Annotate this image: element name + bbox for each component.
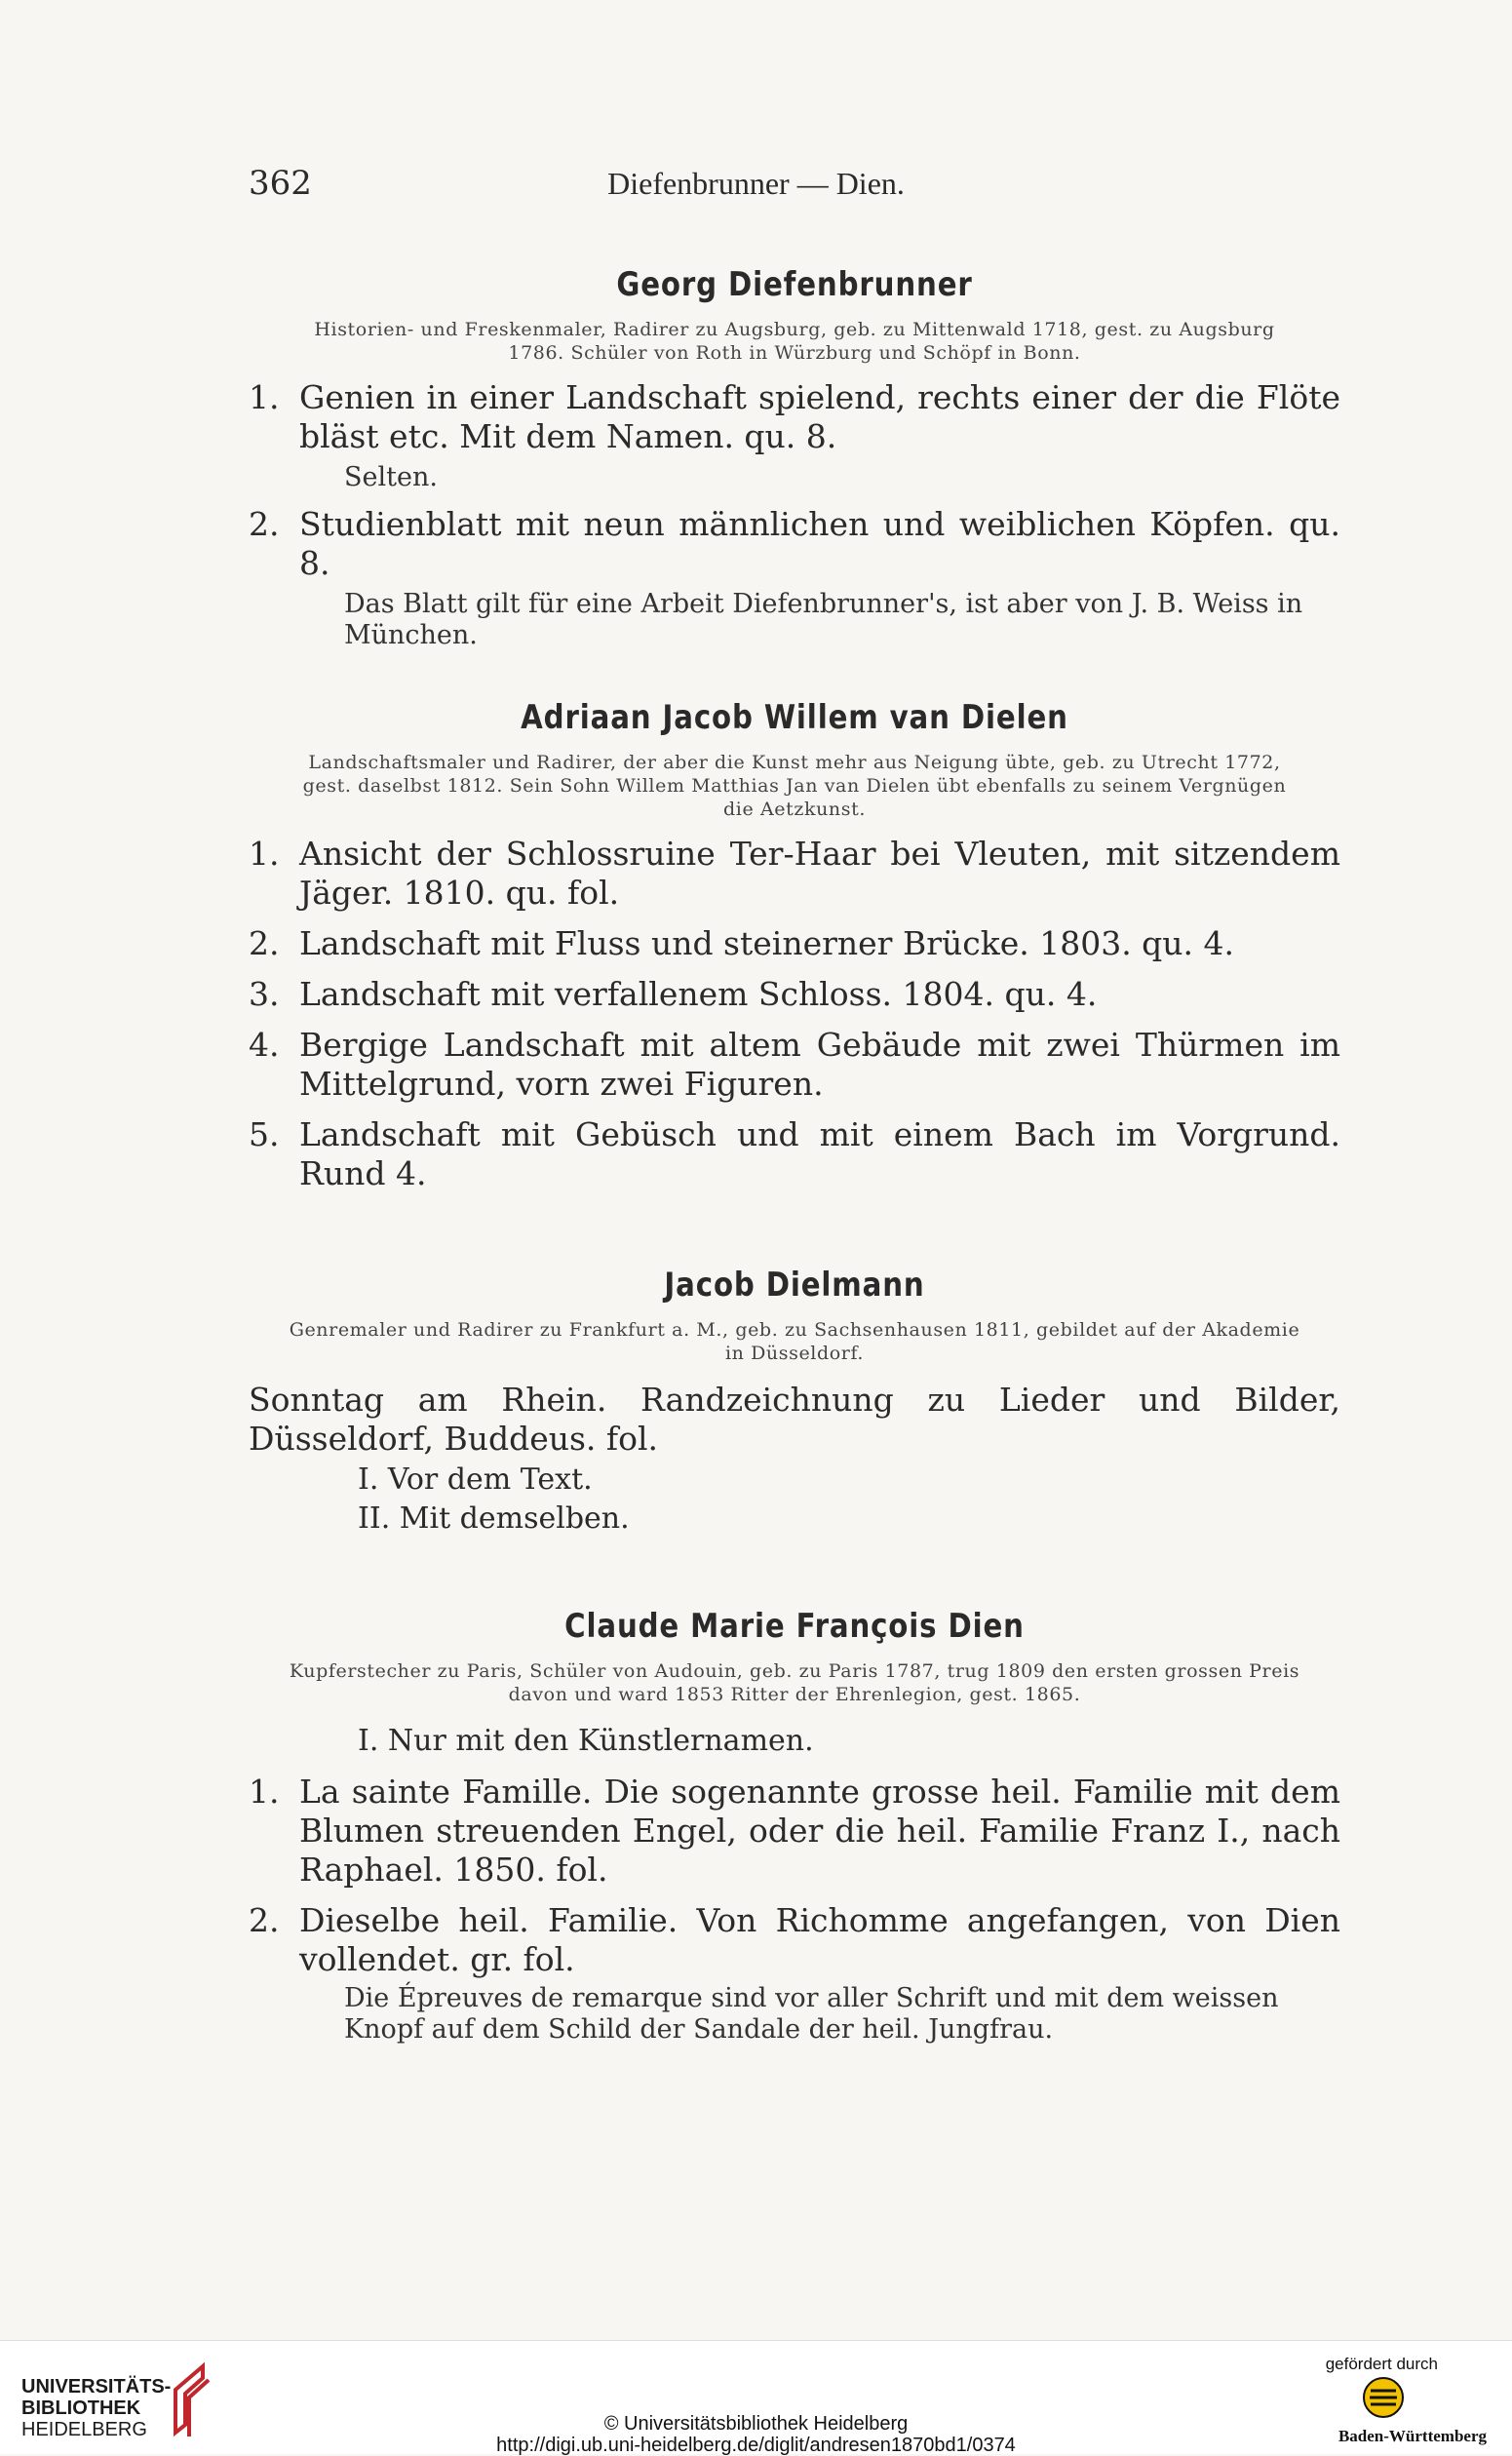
list-item (249, 835, 1340, 913)
running-title: Diefenbrunner — Dien. (607, 166, 905, 201)
item-text: Landschaft mit Gebüsch und mit einem Bach im Vorgrund. Rund 4. (299, 1115, 1340, 1192)
artist-bio: Genremaler und Radirer zu Frankfurt a. M., geb. zu Sachsenhausen 1811, gebildet auf der Akademie in Düsseldorf. (289, 1319, 1300, 1364)
entry-van-dielen (249, 698, 1340, 1193)
item-text: Ansicht der Schlossruine Ter-Haar bei Vleuten, mit sitzendem Jäger. 1810. qu. fol. (299, 835, 1340, 912)
list-item (249, 924, 1340, 963)
list-item (249, 378, 1340, 456)
item-note: Die Épreuves de remarque sind vor aller Schrift und mit dem weissen Knopf auf dem Schild der Sandale der heil. Jungfrau. (344, 1983, 1279, 2045)
source-url[interactable]: http://digi.ub.uni-heidelberg.de/diglit/andresen1870bd1/0374 (496, 2435, 1016, 2456)
state-line: II. Mit demselben. (358, 1501, 630, 1536)
state-crest-icon (1362, 2376, 1405, 2419)
work-text: Sonntag am Rhein. Randzeichnung zu Lieder und Bilder, Düsseldorf, Buddeus. fol. (249, 1381, 1340, 1458)
artist-bio: Kupferstecher zu Paris, Schüler von Audouin, geb. zu Paris 1787, trug 1809 den ersten grossen Preis davon und ward 1853 Ritter der Ehrenlegion, gest. 1865. (289, 1660, 1300, 1705)
item-text: Studienblatt mit neun männlichen und weiblichen Köpfen. qu. 8. (299, 505, 1340, 582)
list-item (249, 1115, 1340, 1193)
item-number: 2. (249, 1901, 280, 1939)
item-note: Selten. (344, 462, 438, 492)
list-item (249, 1773, 1340, 1890)
item-number: 4. (249, 1026, 280, 1064)
library-line: BIBLIOTHEK (21, 2398, 141, 2419)
artist-bio: Historien- und Freskenmaler, Radirer zu Augsburg, geb. zu Mittenwald 1718, gest. zu Augsburg 1786. Schüler von Roth in Würzburg und Schöpf in Bonn. (314, 319, 1275, 364)
item-number: 2. (249, 924, 280, 962)
artist-name: Claude Marie François Dien (564, 1607, 1025, 1646)
copyright-block (0, 2413, 1512, 2456)
item-number: 5. (249, 1115, 280, 1153)
item-text: Genien in einer Landschaft spielend, rechts einer der die Flöte bläst etc. Mit dem Namen. qu. 8. (299, 378, 1340, 455)
entry-dien (249, 1607, 1340, 2046)
list-item (249, 505, 1340, 583)
artist-bio: Landschaftsmaler und Radirer, der aber die Kunst mehr aus Neigung übte, geb. zu Utrecht 1772, gest. daselbst 1812. Sein Sohn Willem Matthias Jan van Dielen übt ebenfalls zu seinem Vergnügen die Aetzkunst. (302, 752, 1287, 820)
library-line: UNIVERSITÄTS- (21, 2376, 172, 2398)
item-text: La sainte Famille. Die sogenannte grosse heil. Familie mit dem Blumen streuenden Engel, oder die heil. Familie Franz I., nach Raphael. 1850. fol. (299, 1773, 1340, 1889)
item-text: Bergige Landschaft mit altem Gebäude mit zwei Thürmen im Mittelgrund, vorn zwei Figuren. (299, 1026, 1340, 1103)
library-line: HEIDELBERG (21, 2419, 147, 2440)
copyright-text: © Universitätsbibliothek Heidelberg (603, 2413, 909, 2435)
funded-by-label: gefördert durch (1325, 2355, 1438, 2373)
state-line: I. Vor dem Text. (358, 1462, 593, 1497)
list-item (249, 1901, 1340, 1979)
item-number: 1. (249, 1773, 280, 1811)
item-note: Das Blatt gilt für eine Arbeit Diefenbrunner's, ist aber von J. B. Weiss in München. (344, 589, 1303, 650)
footer-bar (0, 2340, 1512, 2454)
item-number: 1. (249, 378, 280, 416)
artist-name: Georg Diefenbrunner (616, 265, 973, 304)
item-text: Landschaft mit Fluss und steinerner Brücke. 1803. qu. 4. (299, 924, 1235, 962)
state-line: I. Nur mit den Künstlernamen. (358, 1724, 814, 1758)
item-number: 1. (249, 835, 280, 873)
list-item (249, 1026, 1340, 1104)
artist-name: Adriaan Jacob Willem van Dielen (521, 698, 1068, 737)
item-text: Dieselbe heil. Familie. Von Richomme angefangen, von Dien vollendet. gr. fol. (299, 1901, 1340, 1978)
artist-name: Jacob Dielmann (664, 1266, 925, 1305)
entry-diefenbrunner (249, 265, 1340, 651)
item-number: 2. (249, 505, 280, 543)
item-number: 3. (249, 975, 280, 1013)
entry-dielmann (249, 1266, 1340, 1537)
item-text: Landschaft mit verfallenem Schloss. 1804. qu. 4. (299, 975, 1098, 1013)
sponsor-name: Baden-Württemberg (1338, 2427, 1487, 2445)
list-item (249, 975, 1340, 1014)
page-number: 362 (249, 164, 312, 203)
